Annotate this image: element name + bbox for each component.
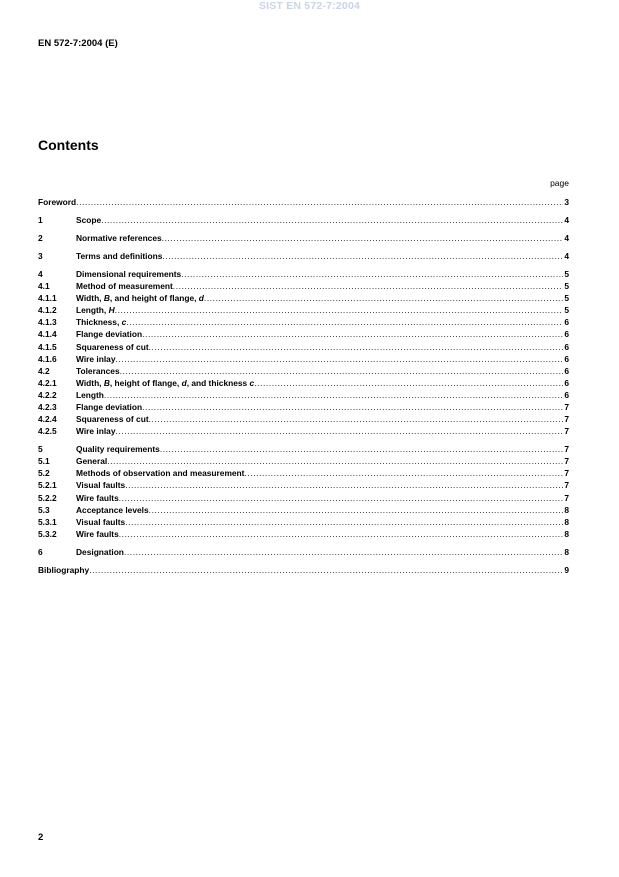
toc-entry-title: Length, H	[76, 305, 115, 316]
toc-dot-leader	[149, 341, 564, 353]
toc-entry-page: 7	[564, 426, 569, 437]
page-number: 2	[38, 832, 44, 843]
toc-entry[interactable]	[38, 292, 569, 304]
toc-entry[interactable]	[38, 413, 569, 425]
toc-dot-leader	[254, 377, 563, 389]
toc-entry[interactable]	[38, 365, 569, 377]
toc-dot-leader	[119, 492, 564, 504]
toc-entry-title: Visual faults	[76, 480, 126, 491]
toc-entry-page: 4	[564, 232, 569, 243]
toc-entry-page: 6	[564, 341, 569, 352]
toc-entry[interactable]	[38, 328, 569, 340]
toc-entry-page: 8	[564, 528, 569, 539]
toc-entry[interactable]	[38, 377, 569, 389]
toc-entry-title: Wire inlay	[76, 353, 116, 364]
toc-entry-title: Quality requirements	[76, 444, 160, 455]
toc-entry-title: Thickness, c	[76, 317, 127, 328]
toc-entry[interactable]	[38, 196, 569, 208]
page-column-label: page	[550, 178, 569, 188]
toc-entry-page: 3	[564, 197, 569, 207]
toc-dot-leader	[115, 304, 564, 316]
toc-entry-number: 4.1.2	[38, 305, 57, 316]
toc-dot-leader	[101, 214, 563, 226]
toc-dot-leader	[120, 365, 564, 377]
toc-dot-leader	[162, 232, 564, 244]
toc-entry-number: 4.1	[38, 281, 50, 292]
toc-entry-title: Flange deviation	[76, 401, 143, 412]
toc-dot-leader	[181, 268, 563, 280]
toc-entry-title: Scope	[76, 214, 102, 225]
toc-dot-leader	[125, 516, 563, 528]
toc-entry-number: 4.2.4	[38, 414, 57, 425]
toc-entry-title: Squareness of cut	[76, 414, 149, 425]
toc-dot-leader	[149, 504, 564, 516]
toc-entry[interactable]	[38, 389, 569, 401]
toc-dot-leader	[173, 280, 564, 292]
toc-entry-title: Width, B, and height of flange, d	[76, 293, 204, 304]
toc-entry-title: Bibliography	[38, 564, 90, 575]
toc-entry-page: 7	[564, 468, 569, 479]
toc-entry-number: 4.1.4	[38, 329, 57, 340]
table-of-contents	[38, 196, 569, 576]
toc-entry-page: 6	[564, 329, 569, 340]
toc-entry-title: Length	[76, 389, 104, 400]
toc-entry-title: Tolerances	[76, 365, 120, 376]
toc-dot-leader	[125, 479, 563, 491]
toc-entry-number: 4.1.6	[38, 353, 57, 364]
toc-entry-number: 4.2.2	[38, 389, 57, 400]
toc-dot-leader	[142, 401, 563, 413]
toc-entry-page: 5	[564, 281, 569, 292]
toc-entry-number: 4.1.3	[38, 317, 57, 328]
page-title: Contents	[38, 137, 99, 153]
toc-entry-number: 3	[38, 250, 43, 261]
toc-entry[interactable]	[38, 504, 569, 516]
toc-entry[interactable]	[38, 250, 569, 262]
toc-entry[interactable]	[38, 232, 569, 244]
toc-entry-page: 6	[564, 377, 569, 388]
toc-entry-number: 5	[38, 444, 43, 455]
toc-entry-page: 5	[564, 305, 569, 316]
toc-dot-leader	[162, 250, 563, 262]
toc-dot-leader	[244, 467, 563, 479]
toc-dot-leader	[149, 413, 564, 425]
watermark-text: SIST EN 572-7:2004	[258, 0, 361, 12]
toc-entry[interactable]	[38, 479, 569, 491]
toc-entry[interactable]	[38, 353, 569, 365]
toc-entry-number: 4	[38, 268, 43, 279]
toc-entry[interactable]	[38, 341, 569, 353]
toc-entry[interactable]	[38, 304, 569, 316]
toc-entry-number: 5.3.1	[38, 516, 57, 527]
toc-entry-page: 7	[564, 456, 569, 467]
toc-entry-number: 4.2.1	[38, 377, 57, 388]
toc-entry-title: Designation	[76, 546, 124, 557]
toc-entry-number: 5.1	[38, 456, 50, 467]
toc-entry-title: Method of measurement	[76, 281, 173, 292]
toc-entry[interactable]	[38, 214, 569, 226]
toc-entry-page: 4	[564, 214, 569, 225]
toc-entry-page: 6	[564, 365, 569, 376]
toc-dot-leader	[160, 443, 564, 455]
toc-entry-number: 4.2	[38, 365, 50, 376]
toc-entry[interactable]	[38, 516, 569, 528]
toc-entry-title: Methods of observation and measurement	[76, 468, 245, 479]
toc-entry-title: Terms and definitions	[76, 250, 163, 261]
toc-entry[interactable]	[38, 546, 569, 558]
toc-entry-title: Acceptance levels	[76, 504, 149, 515]
toc-entry-page: 4	[564, 250, 569, 261]
toc-entry-number: 4.2.3	[38, 401, 57, 412]
toc-entry-title: Normative references	[76, 232, 162, 243]
toc-entry[interactable]	[38, 564, 569, 576]
toc-entry-number: 5.3.2	[38, 528, 57, 539]
toc-dot-leader	[124, 546, 563, 558]
toc-entry-page: 7	[564, 414, 569, 425]
toc-dot-leader	[89, 564, 563, 576]
toc-entry[interactable]	[38, 455, 569, 467]
toc-entry-title: Width, B, height of flange, d, and thickness c	[76, 377, 255, 388]
toc-entry-page: 6	[564, 389, 569, 400]
toc-dot-leader	[104, 389, 563, 401]
toc-entry-title: Flange deviation	[76, 329, 143, 340]
toc-dot-leader	[126, 316, 563, 328]
toc-entry-number: 6	[38, 546, 43, 557]
toc-entry-number: 4.1.1	[38, 293, 57, 304]
toc-entry-number: 5.2.1	[38, 480, 57, 491]
toc-entry-page: 8	[564, 504, 569, 515]
toc-entry-number: 1	[38, 214, 43, 225]
toc-entry-title: Wire faults	[76, 492, 119, 503]
toc-dot-leader	[116, 425, 564, 437]
toc-entry-number: 5.3	[38, 504, 50, 515]
toc-entry-page: 6	[564, 317, 569, 328]
toc-entry[interactable]	[38, 280, 569, 292]
toc-entry[interactable]	[38, 528, 569, 540]
toc-entry-page: 7	[564, 492, 569, 503]
toc-entry[interactable]	[38, 401, 569, 413]
toc-entry-title: General	[76, 456, 108, 467]
toc-entry-number: 4.1.5	[38, 341, 57, 352]
toc-entry-page: 7	[564, 444, 569, 455]
toc-entry[interactable]	[38, 443, 569, 455]
toc-entry-page: 6	[564, 353, 569, 364]
toc-entry-number: 5.2	[38, 468, 50, 479]
toc-dot-leader	[107, 455, 563, 467]
toc-dot-leader	[142, 328, 563, 340]
toc-entry-title: Foreword	[38, 197, 77, 207]
toc-entry-title: Squareness of cut	[76, 341, 149, 352]
toc-entry-page: 5	[564, 268, 569, 279]
toc-entry-page: 8	[564, 516, 569, 527]
toc-entry[interactable]	[38, 425, 569, 437]
toc-dot-leader	[76, 196, 563, 208]
document-id: EN 572-7:2004 (E)	[38, 38, 118, 49]
toc-entry[interactable]	[38, 492, 569, 504]
toc-entry-title: Dimensional requirements	[76, 268, 182, 279]
toc-entry-title: Wire inlay	[76, 426, 116, 437]
toc-entry-number: 4.2.5	[38, 426, 57, 437]
toc-entry[interactable]	[38, 268, 569, 280]
toc-entry-page: 7	[564, 401, 569, 412]
toc-entry-title: Wire faults	[76, 528, 119, 539]
toc-entry-title: Visual faults	[76, 516, 126, 527]
toc-entry-page: 5	[564, 293, 569, 304]
toc-dot-leader	[116, 353, 564, 365]
toc-entry-page: 8	[564, 546, 569, 557]
toc-entry-page: 7	[564, 480, 569, 491]
toc-entry-number: 2	[38, 232, 43, 243]
toc-entry-page: 9	[564, 564, 569, 575]
toc-entry[interactable]	[38, 467, 569, 479]
toc-entry-number: 5.2.2	[38, 492, 57, 503]
toc-entry[interactable]	[38, 316, 569, 328]
toc-dot-leader	[119, 528, 564, 540]
toc-dot-leader	[204, 292, 563, 304]
